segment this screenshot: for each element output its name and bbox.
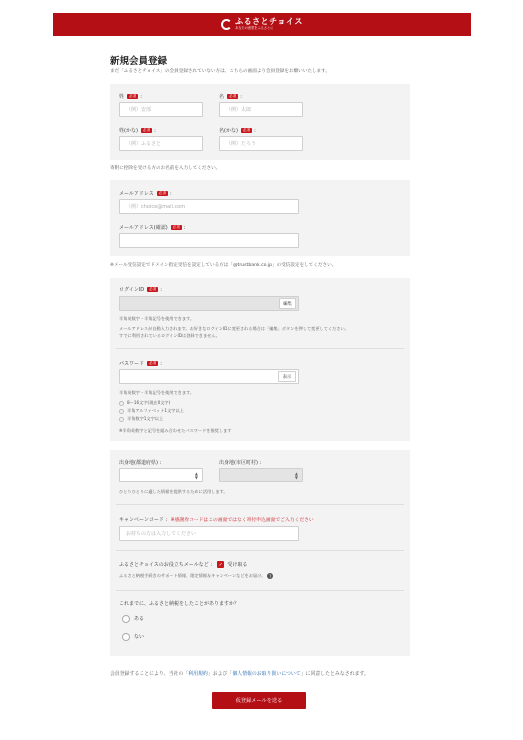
campaign-label: キャンペーンコード : ※感謝券コードはこの画面ではなく寄付申込画面でご入力ください: [119, 516, 314, 523]
rule-check-icon: [119, 409, 124, 414]
password-recommend: ※半角英数字と記号を組み合わせたパスワードを推奨します: [119, 428, 232, 433]
mail-opt-label: ふるさとチョイスのお役立ちメールなど : ✓ 受け取る: [119, 561, 248, 568]
last-kana-label: 姓(かな) 必須 :: [119, 127, 156, 134]
required-badge: 必須: [158, 190, 166, 195]
privacy-link[interactable]: 個人情報のお取り扱いについて: [232, 671, 301, 677]
site-header: [53, 13, 471, 36]
password-rule-1: 8〜16文字(現在0文字): [119, 400, 170, 406]
first-kana-input[interactable]: （例）たろう: [219, 136, 303, 151]
password-hint: 半角英数字・半角記号を使用できます。: [119, 390, 195, 395]
email-note: ※メール受信設定でドメイン指定受信を設定している方は「@trustbank.co.jp」の受信設定をしてください。: [110, 263, 337, 268]
last-name-input[interactable]: （例）安部: [119, 102, 203, 117]
required-badge: 必須: [242, 127, 251, 132]
intro-text: まだ「ふるさとチョイス」の会員登録されていない方は、こちらの画面より会員登録をお願いいたします。: [110, 69, 330, 74]
first-kana-label: 名(かな) 必須 :: [219, 127, 256, 134]
login-divider: [116, 348, 404, 349]
experience-radio-no[interactable]: [122, 633, 130, 641]
city-select[interactable]: [219, 468, 303, 482]
profile-divider-3: [116, 590, 404, 591]
campaign-warning: ※感謝券コードはこの画面ではなく寄付申込画面でご入力ください: [170, 518, 314, 523]
pref-label: 出身地(都道府県) :: [119, 459, 162, 466]
last-kana-input[interactable]: （例）ふるさと: [119, 136, 203, 151]
email-confirm-label: メールアドレス(確認) 必須 :: [119, 224, 186, 231]
page-title: 新規会員登録: [110, 56, 168, 67]
experience-option-yes: ある: [134, 616, 145, 622]
required-badge: 必須: [172, 224, 180, 229]
required-badge: 必須: [229, 93, 237, 98]
login-hint-1: 半角英数字・半角記号を使用できます。: [119, 316, 195, 321]
first-name-label: 名 必須 :: [219, 93, 242, 100]
required-badge: 必須: [142, 127, 151, 132]
logo-tagline: あなたの意思をふるさとに: [235, 26, 274, 31]
terms-link[interactable]: 利用規約: [188, 671, 208, 677]
name-note: 寄附に控除を受ける方のお名前を入力してください。: [110, 166, 221, 171]
edit-login-id-button[interactable]: 編集: [279, 298, 296, 309]
mail-opt-check-label: 受け取る: [227, 562, 248, 568]
rule-check-icon: [119, 401, 124, 406]
show-password-button[interactable]: 表示: [278, 371, 296, 382]
password-input[interactable]: [119, 369, 299, 384]
email-confirm-input[interactable]: [119, 233, 299, 248]
mail-opt-checkbox[interactable]: ✓: [218, 561, 223, 568]
help-icon[interactable]: ?: [269, 573, 272, 579]
required-badge: 必須: [129, 93, 137, 98]
logo-icon: [221, 19, 232, 30]
login-id-label: ログインID 必須 :: [119, 286, 162, 293]
city-label: 出身地(市区町村) :: [219, 459, 262, 466]
email-label: メールアドレス 必須 :: [119, 190, 172, 197]
profile-divider-2: [116, 550, 404, 551]
logo-name: ふるさとチョイス: [235, 17, 303, 27]
experience-radio-yes[interactable]: [122, 615, 130, 623]
mail-note: ふるさと納税手続きのサポート情報、限定情報＆キャンペーンなどをお届け。 ?: [119, 573, 272, 579]
region-note: ひとりひとりに適した情報を提供するために活用します。: [119, 489, 228, 494]
required-badge: 必須: [149, 286, 157, 291]
experience-question: これまでに、ふるさと納税をしたことがありますか？: [119, 601, 240, 607]
select-arrow-icon: ▲ ▼: [294, 471, 298, 481]
first-name-input[interactable]: （例）太郎: [219, 102, 303, 117]
experience-option-no: ない: [134, 634, 145, 640]
campaign-input[interactable]: お持ちの方は入力してください: [119, 526, 299, 541]
submit-button[interactable]: 仮登録メールを送る: [212, 692, 306, 709]
rule-check-icon: [119, 417, 124, 422]
password-rule-3: 半角数字1文字以上: [119, 416, 163, 422]
login-id-input[interactable]: [119, 296, 299, 311]
site-logo[interactable]: [221, 18, 303, 30]
last-name-label: 姓 必須 :: [119, 93, 142, 100]
login-hint-2: メールアドレスが自動入力されます。お好きなログインIDに変更される場合は「編集」ボタンを押して変更してください。: [119, 326, 349, 331]
select-arrow-icon: ▲ ▼: [194, 471, 198, 481]
agreement-text: 会員登録することにより、当社の「利用規約」および「個人情報のお取り扱いについて」に同意したとみなされます。: [110, 671, 369, 677]
pref-select[interactable]: [119, 468, 203, 482]
password-label: パスワード 必須 :: [119, 360, 162, 367]
required-badge: 必須: [149, 360, 157, 365]
password-rule-2: 半角アルファベット1文字以上: [119, 408, 184, 414]
profile-divider-1: [116, 504, 404, 505]
login-hint-3: すでに利用されているログインIDは登録できません。: [119, 333, 220, 338]
email-input[interactable]: （例）choice@mail.com: [119, 199, 299, 214]
